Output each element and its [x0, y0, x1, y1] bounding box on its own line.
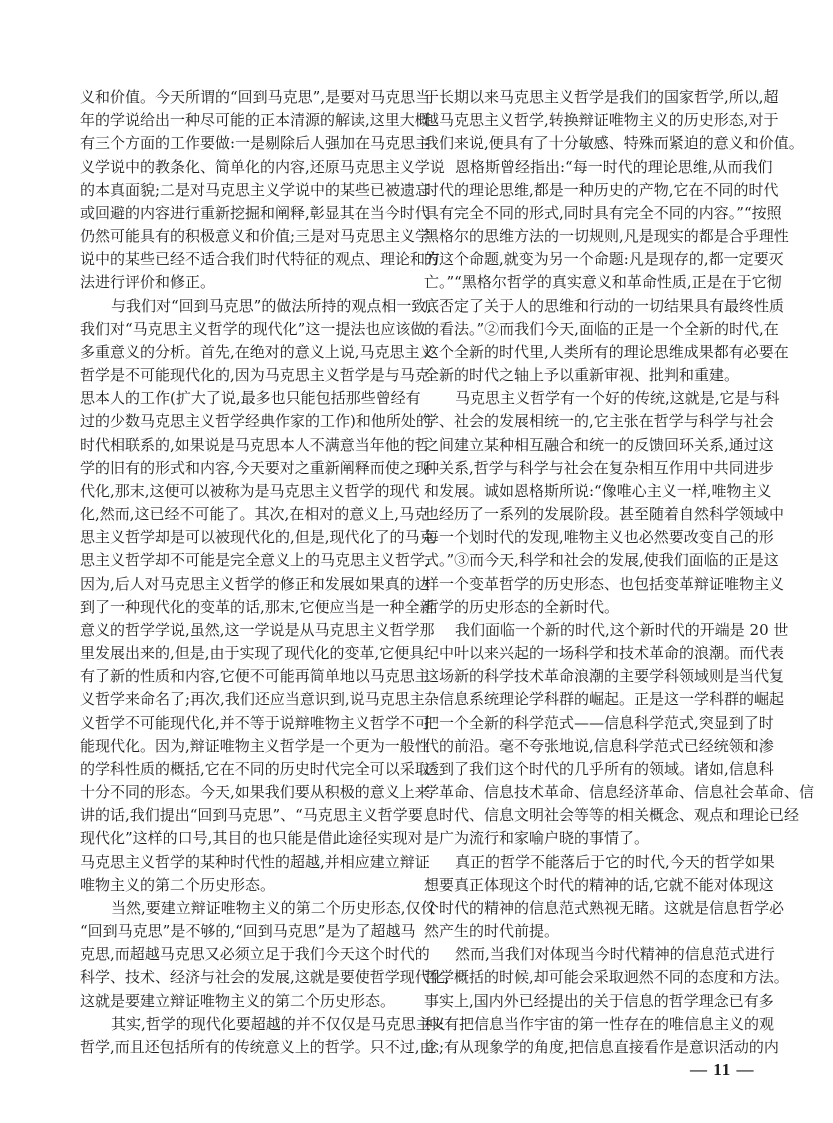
text-line: 义和价值。今天所谓的“回到马克思”,是要对马克思当 — [80, 88, 431, 106]
text-line: 事实上,国内外已经提出的关于信息的哲学理念已有多 — [424, 991, 774, 1010]
text-line: 其实,哲学的现代化要超越的并不仅仅是马克思主义 — [111, 1014, 446, 1033]
text-line: 义哲学不可能现代化,并不等于说辩唯物主义哲学不可 — [80, 713, 430, 732]
text-line: 的学科性质的概括,它在不同的历史时代完全可以采取 — [80, 759, 430, 778]
text-line: 思主义哲学却不可能是完全意义上的马克思主义哲学, — [80, 551, 430, 570]
text-line: 或回避的内容进行重新挖掘和阐释,彰显其在当今时代 — [80, 203, 430, 222]
text-line: 年的学说给出一种尽可能的正本清源的解读,这里大概 — [80, 111, 430, 130]
text-line: 过的少数马克思主义哲学经典作家的工作)和他所处的 — [80, 412, 431, 431]
text-line: 然产生的时代前提。 — [424, 922, 560, 941]
text-line: “回到马克思”是不够的,“回到马克思”是为了超越马 — [80, 922, 416, 941]
text-line: 每一个划时代的发现,唯物主义也必然要改变自己的形 — [424, 528, 774, 547]
text-line: 当然,要建立辩证唯物主义的第二个历史形态,仅仅 — [111, 898, 436, 917]
text-line: 于长期以来马克思主义哲学是我们的国家哲学,所以,超 — [424, 88, 779, 106]
text-line: 的这个命题,就变为另一个命题:凡是现存的,都一定要灭 — [424, 250, 784, 269]
text-line: 因为,后人对马克思主义哲学的修正和发展如果真的达 — [80, 574, 430, 593]
text-line: 种关系,哲学与科学与社会在复杂相互作用中共同进步 — [424, 458, 774, 477]
text-line: 能现代化。因为,辩证唯物主义哲学是一个更为一般性 — [80, 736, 430, 755]
text-line: 之间建立某种相互融合和统一的反馈回环关系,通过这 — [424, 435, 774, 454]
text-line: 与我们对“回到马克思”的做法所持的观点相一致, — [111, 296, 432, 315]
text-line: 学革命、信息技术革命、信息经济革命、信息社会革命、信 — [424, 783, 815, 802]
text-line: 现代化”这样的口号,其目的也只能是借此途径实现对 — [80, 829, 423, 848]
text-line: 马克思主义哲学有一个好的传统,这就是,它是与科 — [455, 389, 780, 408]
text-line: 具有完全不同的形式,同时具有完全不同的内容。”“按照 — [424, 203, 782, 222]
text-line: 意义的哲学学说,虽然,这一学说是从马克思主义哲学那 — [80, 620, 435, 639]
text-line: 我们对“马克思主义哲学的现代化”这一提法也应该做 — [80, 319, 426, 338]
page-number: — 11 — — [690, 1060, 755, 1079]
text-line: 想要真正体现这个时代的精神的话,它就不能对体现这 — [424, 875, 774, 894]
text-line: 多重意义的分析。首先,在绝对的意义上说,马克思主义 — [80, 342, 435, 361]
text-line: 样一个变革哲学的历史形态、也包括变革辩证唯物主义 — [424, 574, 785, 593]
text-line: 义学说中的教条化、简单化的内容,还原马克思主义学说 — [80, 157, 445, 176]
text-line: 的看法。”②而我们今天,面临的正是一个全新的时代,在 — [424, 319, 779, 338]
text-line: 代的前沿。毫不夸张地说,信息科学范式已经统领和渗 — [424, 736, 774, 755]
text-line: 有了新的性质和内容,它便不可能再简单地以马克思主 — [80, 667, 430, 686]
text-line: 和发展。诚如恩格斯所说:“像唯心主义一样,唯物主义 — [424, 481, 772, 500]
text-line: 式。”③而今天,科学和社会的发展,使我们面临的正是这 — [424, 551, 779, 570]
text-line: 黑格尔的思维方法的一切规则,凡是现实的都是合乎理性 — [424, 227, 789, 246]
text-line: 这场新的科学技术革命浪潮的主要学科领域则是当代复 — [424, 667, 785, 686]
text-line: 透到了我们这个时代的几乎所有的领域。诸如,信息科 — [424, 759, 774, 778]
text-line: 说中的某些已经不适合我们时代特征的观点、理论和方 — [80, 250, 441, 269]
text-line: 种:有把信息当作宇宙的第一性存在的唯信息主义的观 — [424, 1014, 775, 1033]
text-line: 学的旧有的形式和内容,今天要对之重新阐释而使之现 — [80, 458, 430, 477]
text-line: 的本真面貌;二是对马克思主义学说中的某些已被遗忘 — [80, 180, 431, 199]
text-line: 我们面临一个新的时代,这个新时代的开端是 20 世 — [455, 620, 789, 639]
text-line: 仍然可能具有的积极意义和价值;三是对马克思主义学 — [80, 227, 431, 246]
text-line: 十分不同的形态。今天,如果我们要从积极的意义上来 — [80, 783, 430, 802]
text-line: 时代的理论思维,都是一种历史的产物,它在不同的时代 — [424, 180, 779, 199]
text-line: 也经历了一系列的发展阶段。甚至随着自然科学领域中 — [424, 505, 785, 524]
text-line: 越马克思主义哲学,转换辩证唯物主义的历史形态,对于 — [424, 111, 779, 130]
text-line: 息时代、信息文明社会等等的相关概念、观点和理论已经 — [424, 806, 800, 825]
text-line: 科学、技术、经济与社会的发展,这就是要使哲学现代化, — [80, 968, 450, 987]
text-line: 这个全新的时代里,人类所有的理论思维成果都有必要在 — [424, 342, 789, 361]
text-line: 纪中叶以来兴起的一场科学和技术革命的浪潮。而代表 — [424, 644, 785, 663]
text-line: 有三个方面的工作要做:一是剔除后人强加在马克思主 — [80, 134, 431, 153]
text-line: 底否定了关于人的思维和行动的一切结果具有最终性质 — [424, 296, 785, 315]
text-line: 讲的话,我们提出“回到马克思”、“马克思主义哲学要 — [80, 806, 423, 825]
text-line: 代化,那末,这便可以被称为是马克思主义哲学的现代 — [80, 481, 420, 500]
text-line: 法进行评价和修正。 — [80, 273, 216, 292]
text-line: 哲学,而且还包括所有的传统意义上的哲学。只不过,由 — [80, 1037, 435, 1056]
text-line: 全新的时代之轴上予以重新审视、批判和重建。 — [424, 366, 740, 385]
text-line: 思主义哲学却是可以被现代化的,但是,现代化了的马克 — [80, 528, 435, 547]
text-line: 哲学的历史形态的全新时代。 — [424, 597, 620, 616]
text-line: 念;有从现象学的角度,把信息直接看作是意识活动的内 — [424, 1037, 779, 1056]
text-line: 化,然而,这已经不可能了。其次,在相对的意义上,马克 — [80, 505, 430, 524]
text-line: 恩格斯曾经指出:“每一时代的理论思维,从而我们 — [455, 157, 773, 176]
text-line: 学、社会的发展相统一的,它主张在哲学与科学与社会 — [424, 412, 774, 431]
text-line: 思本人的工作(扩大了说,最多也只能包括那些曾经有 — [80, 389, 421, 408]
text-line: 杂信息系统理论学科群的崛起。正是这一学科群的崛起 — [424, 690, 785, 709]
text-line: 把一个全新的科学范式——信息科学范式,突显到了时 — [424, 713, 774, 732]
text-line: 到了一种现代化的变革的话,那末,它便应当是一种全新 — [80, 597, 435, 616]
text-line: 亡。”“黑格尔哲学的真实意义和革命性质,正是在于它彻 — [424, 273, 782, 292]
text-line: 这就是要建立辩证唯物主义的第二个历史形态。 — [80, 991, 396, 1010]
text-line: 哲学概括的时候,却可能会采取迥然不同的态度和方法。 — [424, 968, 789, 987]
text-line: 我们来说,便具有了十分敏感、特殊而紧迫的意义和价值。 — [424, 134, 804, 153]
text-line: 个时代的精神的信息范式熟视无睹。这就是信息哲学必 — [424, 898, 785, 917]
text-line: 是广为流行和家喻户晓的事情了。 — [424, 829, 650, 848]
text-line: 哲学是不可能现代化的,因为马克思主义哲学是与马克 — [80, 366, 430, 385]
text-line: 里发展出来的,但是,由于实现了现代化的变革,它便具 — [80, 644, 425, 663]
text-line: 时代相联系的,如果说是马克思本人不满意当年他的哲 — [80, 435, 430, 454]
text-line: 马克思主义哲学的某种时代性的超越,并相应建立辩证 — [80, 852, 430, 871]
text-line: 克思,而超越马克思又必须立足于我们今天这个时代的 — [80, 945, 430, 964]
text-line: 然而,当我们对体现当今时代精神的信息范式进行 — [455, 945, 775, 964]
text-line: 唯物主义的第二个历史形态。 — [80, 875, 276, 894]
text-line: 义哲学来命名了;再次,我们还应当意识到,说马克思主 — [80, 690, 425, 709]
text-line: 真正的哲学不能落后于它的时代,今天的哲学如果 — [455, 852, 775, 871]
